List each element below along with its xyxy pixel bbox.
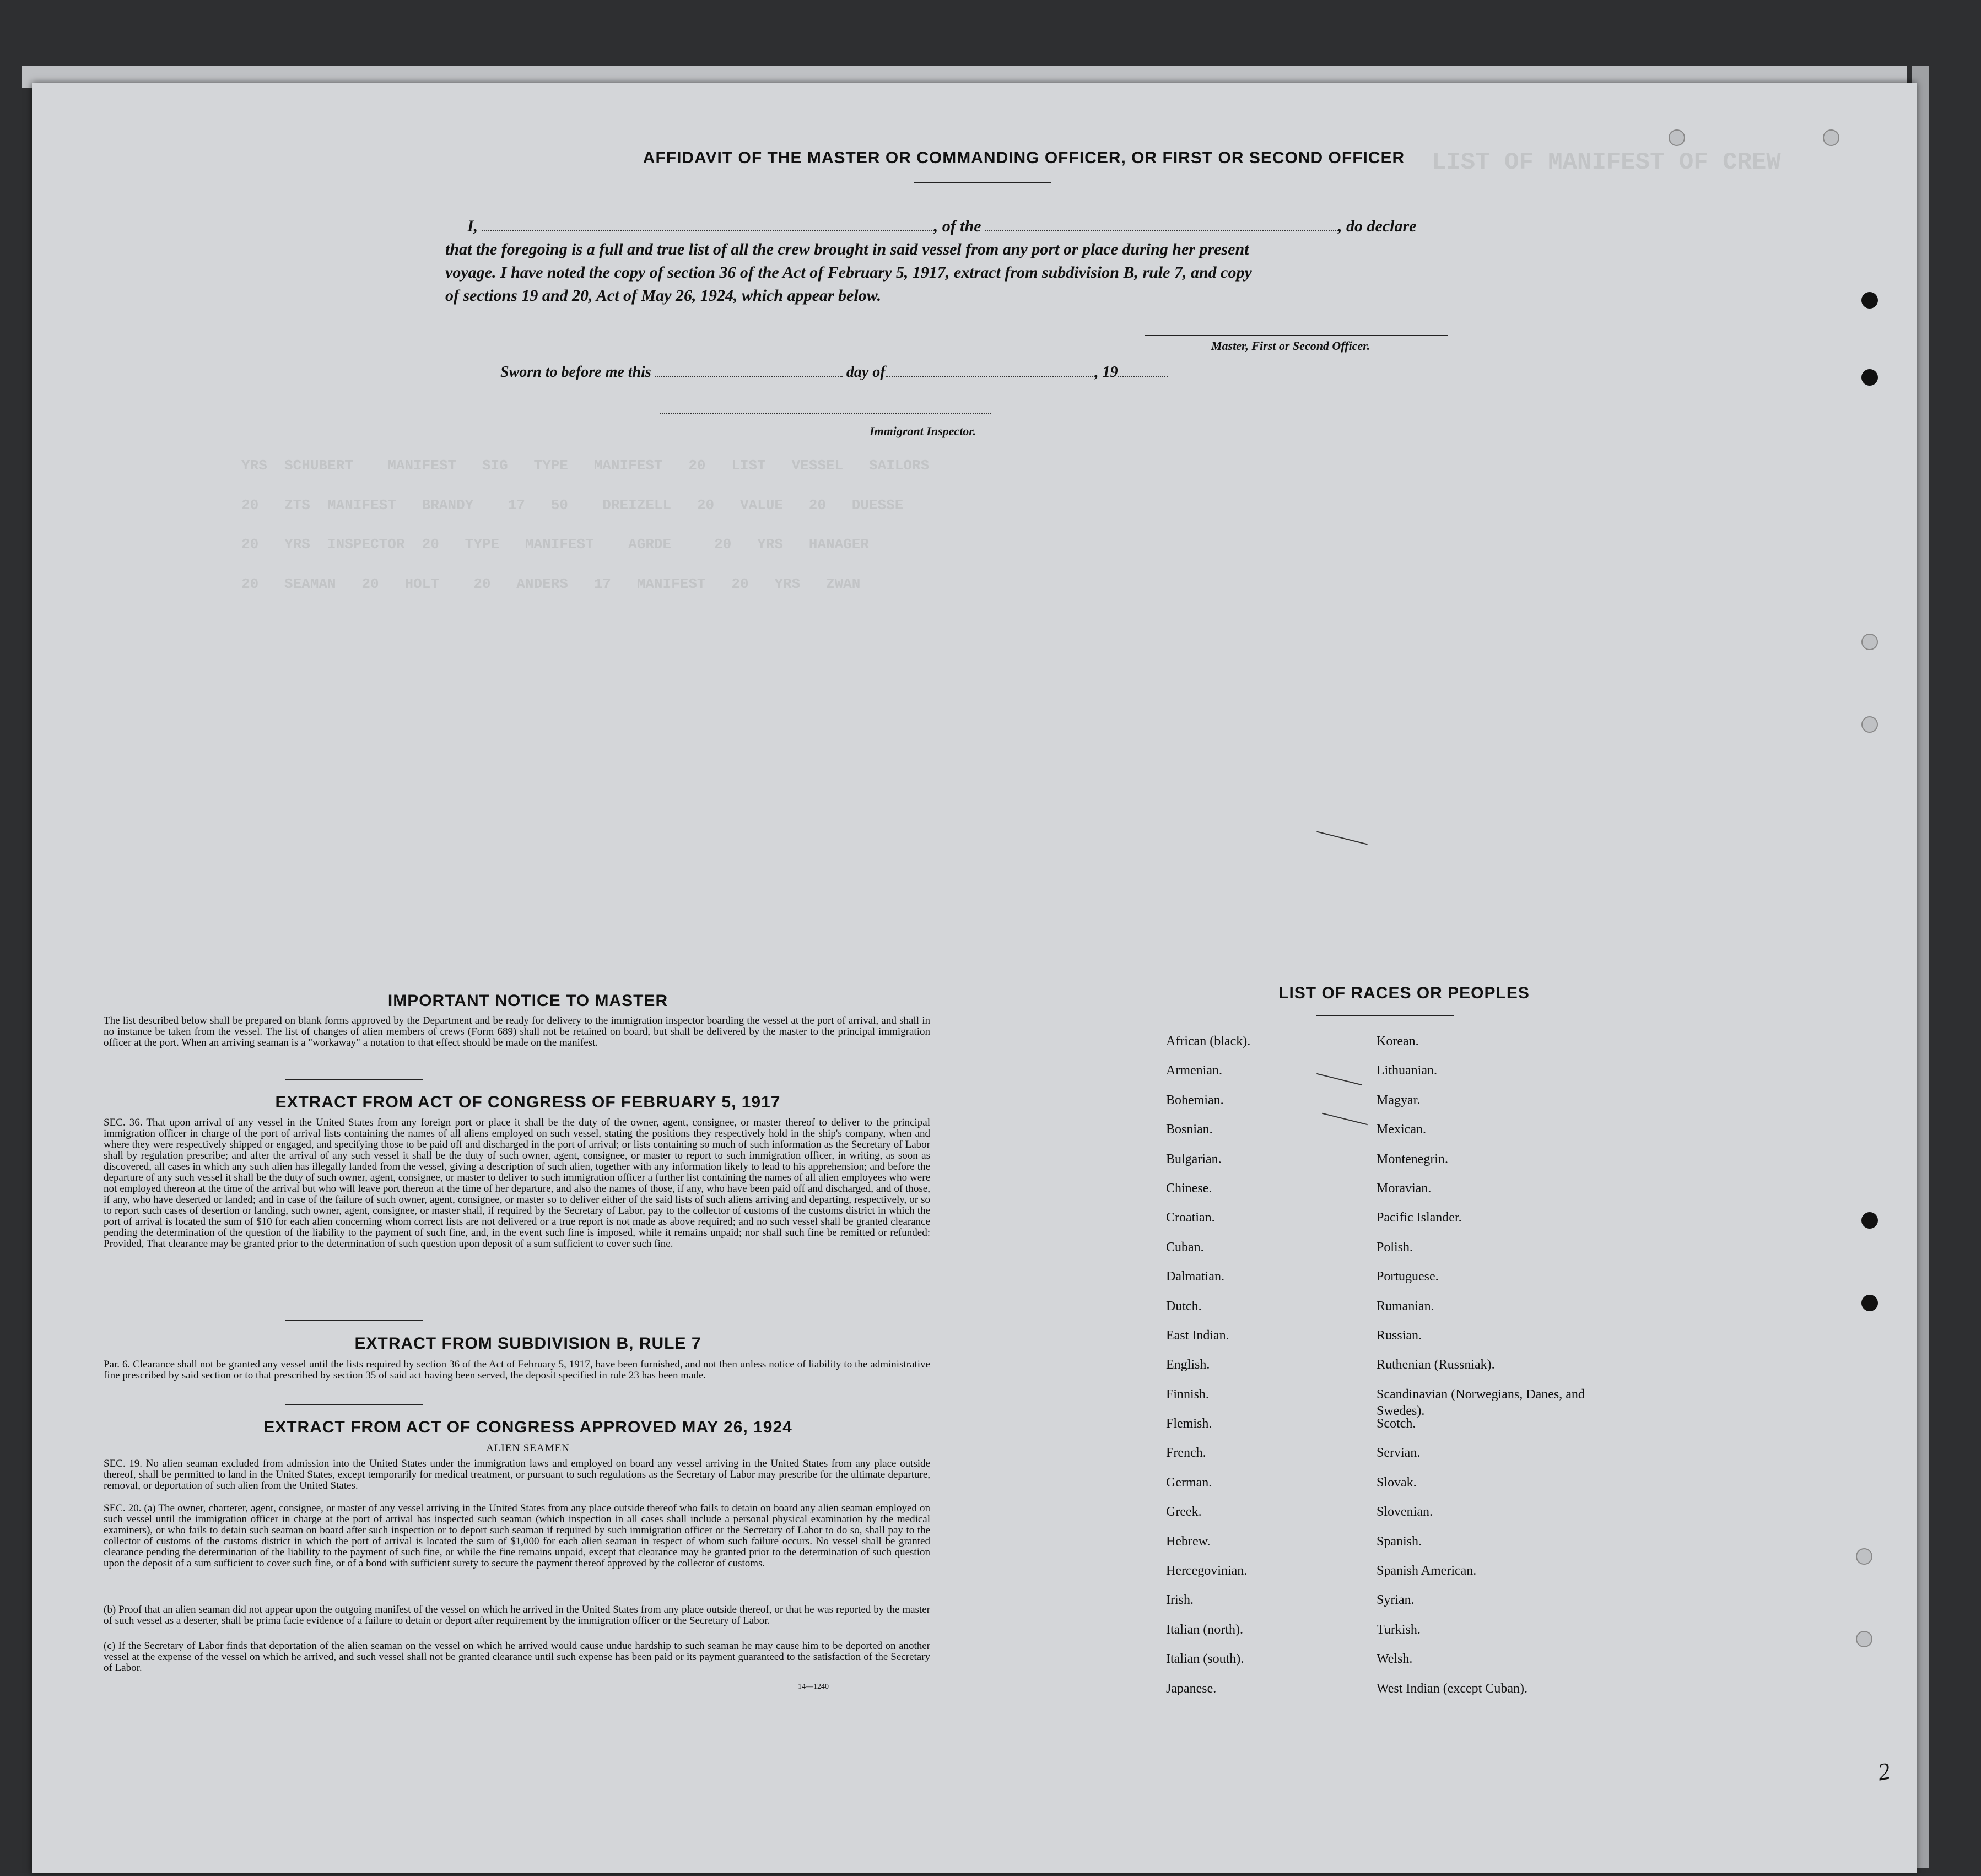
document-page (32, 83, 1917, 1873)
vessel-blank[interactable] (985, 216, 1338, 231)
race-item: Finnish. (1166, 1387, 1210, 1402)
punch-hole (1856, 1548, 1872, 1565)
race-item: Servian. (1377, 1446, 1421, 1461)
race-item: Spanish American. (1377, 1564, 1477, 1578)
race-item: East Indian. (1166, 1328, 1229, 1343)
race-item: Scandinavian (Norwegians, Danes, and Swedes). (1377, 1387, 1585, 1418)
declaration-line-4: of sections 19 and 20, Act of May 26, 1924, which appear below. (445, 286, 882, 305)
race-item: Slovenian. (1377, 1505, 1433, 1520)
inspector-signature-line[interactable] (660, 413, 991, 414)
race-item: Chinese. (1166, 1181, 1212, 1196)
race-item: Scotch. (1377, 1417, 1416, 1431)
race-item: Magyar. (1377, 1093, 1421, 1107)
notice-title: IMPORTANT NOTICE TO MASTER (387, 992, 668, 1010)
race-item: African (black). (1166, 1034, 1251, 1048)
punch-hole (1669, 129, 1685, 146)
race-item: Cuban. (1166, 1240, 1204, 1255)
punch-hole (1861, 1295, 1878, 1311)
divider (285, 1320, 423, 1321)
signature-label: Master, First or Second Officer. (1211, 339, 1370, 353)
punch-hole (1861, 292, 1878, 309)
extract-1917-title: EXTRACT FROM ACT OF CONGRESS OF FEBRUARY 5, 1917 (275, 1093, 781, 1111)
race-item: Montenegrin. (1377, 1151, 1448, 1166)
race-item: Spanish. (1377, 1534, 1422, 1549)
race-item: French. (1166, 1446, 1206, 1461)
year-blank[interactable] (1118, 361, 1168, 377)
races-right-column (1377, 1033, 1608, 1710)
extract-1917-body: SEC. 36. That upon arrival of any vessel in the United States from any foreign port or place it shall be the duty of the owner, agent, consignee, or master thereof to deliver to the principal immigration officer in charge of the port of arrival lists containing the names of all aliens employed on such vessel, stating the positions they respectively hold in the ship's company, when and where they were respectively shipped or engaged, and specifying those to be paid off and discharged in the port of arrival; or lists containing so much of such information as the Secretary of Labor shall by regulation prescribe; and after the arrival of any such vessel it shall be the duty of such owner, agent, consignee, or master to report to such immigration officer, in writing, as soon as discovered, all cases in which any such alien has illegally landed from the vessel, giving a description of such alien, together with any information likely to lead to his apprehension; and before the departure of any such vessel it shall be the duty of such owner, agent, consignee, or master to deliver to such immigration officer a further list containing the names of all alien employees who were not employed thereon at the time of the arrival but who will leave port thereon at the time of her departure, and also the names of those, if any, who have been paid off and discharged, and of those, if any, who have deserted or landed; and in case of the failure of such owner, agent, consignee, or master so to deliver either of the said lists of such aliens arriving and departing, respectively, or so to report such cases of desertion or landing, such owner, agent, consignee, or master shall, if required by the Secretary of Labor, pay to the collector of customs of the customs district in which the port of arrival is located the sum of $10 for each alien concerning whom correct lists are not delivered or a true report is not made as above required; and no such vessel shall be granted clearance pending the determination of the question of the liability to the payment of such fine, and, in the event such fine is imposed, while it remains unpaid; nor shall such fine be remitted or refunded: Provided, That clearance may be granted prior to the determination of such question upon deposit of a sum sufficient to cover such fine. (104, 1117, 930, 1250)
punch-hole (1861, 1212, 1878, 1229)
month-blank[interactable] (886, 361, 1095, 377)
divider (285, 1079, 423, 1080)
race-item: Pacific Islander. (1377, 1210, 1462, 1225)
bleed-through-text: LIST OF MANIFEST OF CREW (1432, 149, 1781, 176)
divider (914, 182, 1051, 183)
race-item: Italian (north). (1166, 1622, 1243, 1637)
race-item: Mexican. (1377, 1122, 1426, 1137)
extract-1924-title: EXTRACT FROM ACT OF CONGRESS APPROVED MAY 26, 1924 (263, 1418, 792, 1436)
punch-hole (1861, 634, 1878, 650)
race-item: Moravian. (1377, 1181, 1432, 1196)
sec20b-body: (b) Proof that an alien seaman did not appear upon the outgoing manifest of the vessel on which he arrived in the United States from any place outside thereof, or that he was reported by the master of such vessel as a deserter, shall be prima facie evidence of a failure to detain or deport after requirement by the immigration officer or the Secretary of Labor. (104, 1604, 930, 1626)
rule7-title: EXTRACT FROM SUBDIVISION B, RULE 7 (354, 1334, 701, 1353)
affidavit-title: AFFIDAVIT OF THE MASTER OR COMMANDING OFFICER, OR FIRST OR SECOND OFFICER (643, 149, 1405, 167)
race-item: Japanese. (1166, 1681, 1217, 1696)
declaration-line-2: that the foregoing is a full and true list of all the crew brought in said vessel from any port or place during her present (445, 240, 1249, 258)
margin-handwritten-mark: 2 (1875, 1757, 1893, 1786)
race-item: Greek. (1166, 1505, 1202, 1520)
race-item: Bosnian. (1166, 1122, 1213, 1137)
race-item: Armenian. (1166, 1063, 1222, 1078)
sworn-prefix: Sworn to before me this (500, 364, 651, 381)
sec20c-body: (c) If the Secretary of Labor finds that deportation of the alien seaman on the vessel on which he arrived would cause undue hardship to such seaman he may cause him to be deported on another vessel at the expense of the vessel on which he arrived, and such vessel shall not be granted clearance until such expense has been paid or its payment guaranteed to the satisfaction of the Secretary of Labor. (104, 1640, 930, 1674)
declaration-of: , of the (933, 217, 981, 235)
race-item: Irish. (1166, 1593, 1194, 1608)
race-item: Rumanian. (1377, 1299, 1434, 1313)
inspector-label: Immigrant Inspector. (870, 424, 976, 438)
race-item: Dalmatian. (1166, 1269, 1224, 1284)
race-item: Lithuanian. (1377, 1063, 1437, 1078)
race-item: Portuguese. (1377, 1269, 1439, 1284)
race-item: German. (1166, 1475, 1212, 1490)
race-item: Korean. (1377, 1034, 1419, 1048)
race-item: Syrian. (1377, 1593, 1415, 1608)
sworn-year: , 19 (1094, 364, 1118, 381)
declaration-line-3: voyage. I have noted the copy of section 36 of the Act of February 5, 1917, extract from subdivision B, rule 7, and copy (445, 263, 1252, 282)
races-left-column (1166, 1033, 1348, 1710)
race-item: Dutch. (1166, 1299, 1202, 1313)
pencil-mark (1316, 831, 1368, 845)
race-item: Croatian. (1166, 1210, 1215, 1225)
name-blank[interactable] (482, 216, 934, 231)
sworn-day: day of (846, 364, 886, 381)
race-item: Welsh. (1377, 1652, 1413, 1667)
race-item: Turkish. (1377, 1622, 1421, 1637)
declaration-line-1 (467, 215, 1525, 238)
signature-line[interactable] (1145, 335, 1448, 336)
sec20a-body: SEC. 20. (a) The owner, charterer, agent, consignee, or master of any vessel arriving in the United States from any place outside thereof who fails to detain on board any alien seaman employed on such vessel until the immigration officer in charge at the port of arrival has inspected such seaman (which inspection in all cases shall include a personal physical examination by the medical examiners), or who fails to detain such seaman on board after such inspection or to deport such seaman if required by such immigration officer or the Secretary of Labor to do so, shall pay to the collector of customs of the customs district in which the port of arrival is located the sum of $1,000 for each alien seaman in respect of whom such failure occurs. No vessel shall be granted clearance pending the determination of the liability to the payment of such fine, or while the fine remains unpaid, except that clearance may be granted prior to the determination of such question upon the deposit of a sum sufficient to cover such fine, or of a bond with sufficient surety to secure the payment thereof approved by the collector of customs. (104, 1502, 930, 1569)
race-item: Bohemian. (1166, 1093, 1224, 1107)
races-title: LIST OF RACES OR PEOPLES (1278, 984, 1530, 1002)
race-item: Flemish. (1166, 1417, 1212, 1431)
sec19-body: SEC. 19. No alien seaman excluded from admission into the United States under the immigration laws and employed on board any vessel arriving in the United States from any place outside thereof, shall be permitted to land in the United States, except temporarily for medical treatment, or pursuant to such regulations as the Secretary of Labor may prescribe for the ultimate departure, removal, or deportation of such alien from the United States. (104, 1458, 930, 1491)
sworn-line (500, 361, 1272, 384)
race-item: English. (1166, 1358, 1210, 1372)
race-item: West Indian (except Cuban). (1377, 1681, 1527, 1696)
race-item: Hercegovinian. (1166, 1564, 1248, 1578)
race-item: Italian (south). (1166, 1652, 1244, 1667)
punch-hole (1856, 1631, 1872, 1647)
notice-body: The list described below shall be prepared on blank forms approved by the Department and be ready for delivery to the immigration inspector boarding the vessel at the port of arrival, and shall in no instance be taken from the vessel. The list of changes of alien members of crews (Form 689) shall not be retained on board, but shall be delivered by the master to the principal immigration officer at the port. When an arriving seaman is a "workaway" a notation to that effect should be made on the manifest. (104, 1015, 930, 1048)
form-number: 14—1240 (798, 1683, 829, 1691)
race-item: Polish. (1377, 1240, 1413, 1255)
race-item: Ruthenian (Russniak). (1377, 1358, 1495, 1372)
punch-hole (1823, 129, 1839, 146)
declaration-i: I, (467, 217, 478, 235)
bleed-through-rows: YRS SCHUBERT MANIFEST SIG TYPE MANIFEST 20 LIST VESSEL SAILORS 20 ZTS MANIFEST BRANDY 17 50 DREIZELL 20 VALUE 20 DUESSE 20 YRS INSPECTOR 20 TYPE MANIFEST AGRDE 20 YRS HANAGER 20 SEAMAN 20 HOLT 20 ANDERS 17 MANIFEST 20 YRS ZWAN (241, 457, 930, 592)
race-item: Slovak. (1377, 1475, 1417, 1490)
divider (285, 1404, 423, 1405)
punch-hole (1861, 716, 1878, 733)
divider (1316, 1015, 1454, 1016)
race-item: Hebrew. (1166, 1534, 1211, 1549)
day-blank[interactable] (655, 361, 843, 377)
race-item: Bulgarian. (1166, 1151, 1222, 1166)
alien-seamen-subtitle: ALIEN SEAMEN (486, 1442, 570, 1454)
race-item: Russian. (1377, 1328, 1422, 1343)
declaration-declare: , do declare (1338, 217, 1417, 235)
rule7-body: Par. 6. Clearance shall not be granted any vessel until the lists required by section 36 of the Act of February 5, 1917, have been furnished, and not then unless notice of liability to the administrative fine prescribed by said section or to that prescribed by section 35 of said act having been served, the deposit specified in rule 23 has been made. (104, 1359, 930, 1381)
punch-hole (1861, 369, 1878, 386)
